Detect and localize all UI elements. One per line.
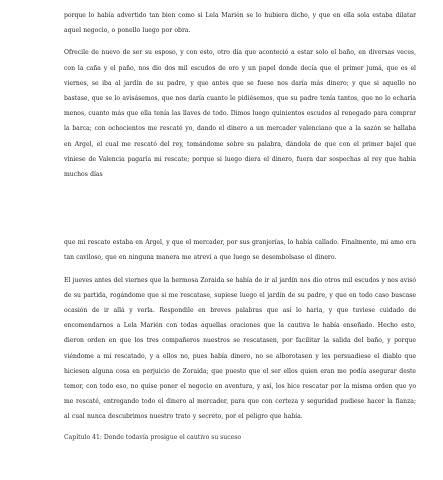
- page-break: [64, 189, 416, 235]
- paragraph: Ofrecile de nuevo de ser su esposo, y con esto, otro día que aconteció a estar solo el baño, en diversas veces, con la caña y el paño, nos dio dos mil escudos de oro y un papel donde decía que el primer jumá, que es el viernes, se iba al jardín de su padre, y que antes que se fuese nos daría más dinero; y que si aquello no bastase, que se lo avisásemos, que nos daría cuanto le pidiésemos, que su padre tenía tantos, que no lo echaría menos, cuanto más que ella tenía las llaves de todo. Dimos luego quinientos escudos al renegado para comprar la barca; con ochocientos me rescaté yo, dando el dinero a un mercader valenciano que a la sazón se hallaba en Argel, el cual me rescató del rey, tomándome sobre su palabra, dándola de que con el primer bajel que viniese de Valencia pagaría mi rescate; porque si luego diera el dinero, fuera dar sospechas al rey que había muchos días: [64, 49, 416, 179]
- paragraph: que mi rescate estaba en Argel, y que el mercader, por sus granjerías, lo había callado. Finalmente, mi amo era tan caviloso, que en ninguna manera me atreví a que luego se desembolsase el dinero.: [64, 239, 416, 262]
- document-page: [64, 8, 416, 444]
- paragraph: El jueves antes del viernes que la hermosa Zoraida se había de ir al jardín nos dio otros mil escudos y nos avisó de su partida, rogándome que si me rescatase, supiese luego el jardín de su padre, y que en todo caso buscase ocasión de ir allá y verla. Respondile en breves palabras que así lo haría, y que tuviese cuidado de encomendarnos a Lela Marién con todas aquellas oraciones que la cautiva le había enseñado. Hecho esto, dieron orden en que los tres compañeros nuestros se rescatasen, por facilitar la salida del baño, y porque viéndome a mí rescatado, y a ellos no, pues había dinero, no se alborotasen y les persuadiese el diablo que hiciesen alguna cosa en perjuicio de Zoraida; que puesto que el ser ellos quien eran me podía asegurar deste temor, con todo eso, no quise poner el negocio en aventura, y así, los hice rescatar por la misma orden que yo me rescaté, entregando todo el dinero al mercader, para que con certeza y seguridad pudiese hacer la fianza; al cual nunca descubrimos nuestro trato y secreto, por el peligro que había.: [64, 276, 416, 421]
- paragraph: porque lo había advertido tan bien como si Lela Marién se lo hubiera dicho, y que en ella sola estaba dilatar aquel negocio, o ponello luego por obra.: [64, 12, 416, 35]
- chapter-heading: Capítulo 41: Donde todavía prosigue el cautivo su suceso: [64, 433, 242, 441]
